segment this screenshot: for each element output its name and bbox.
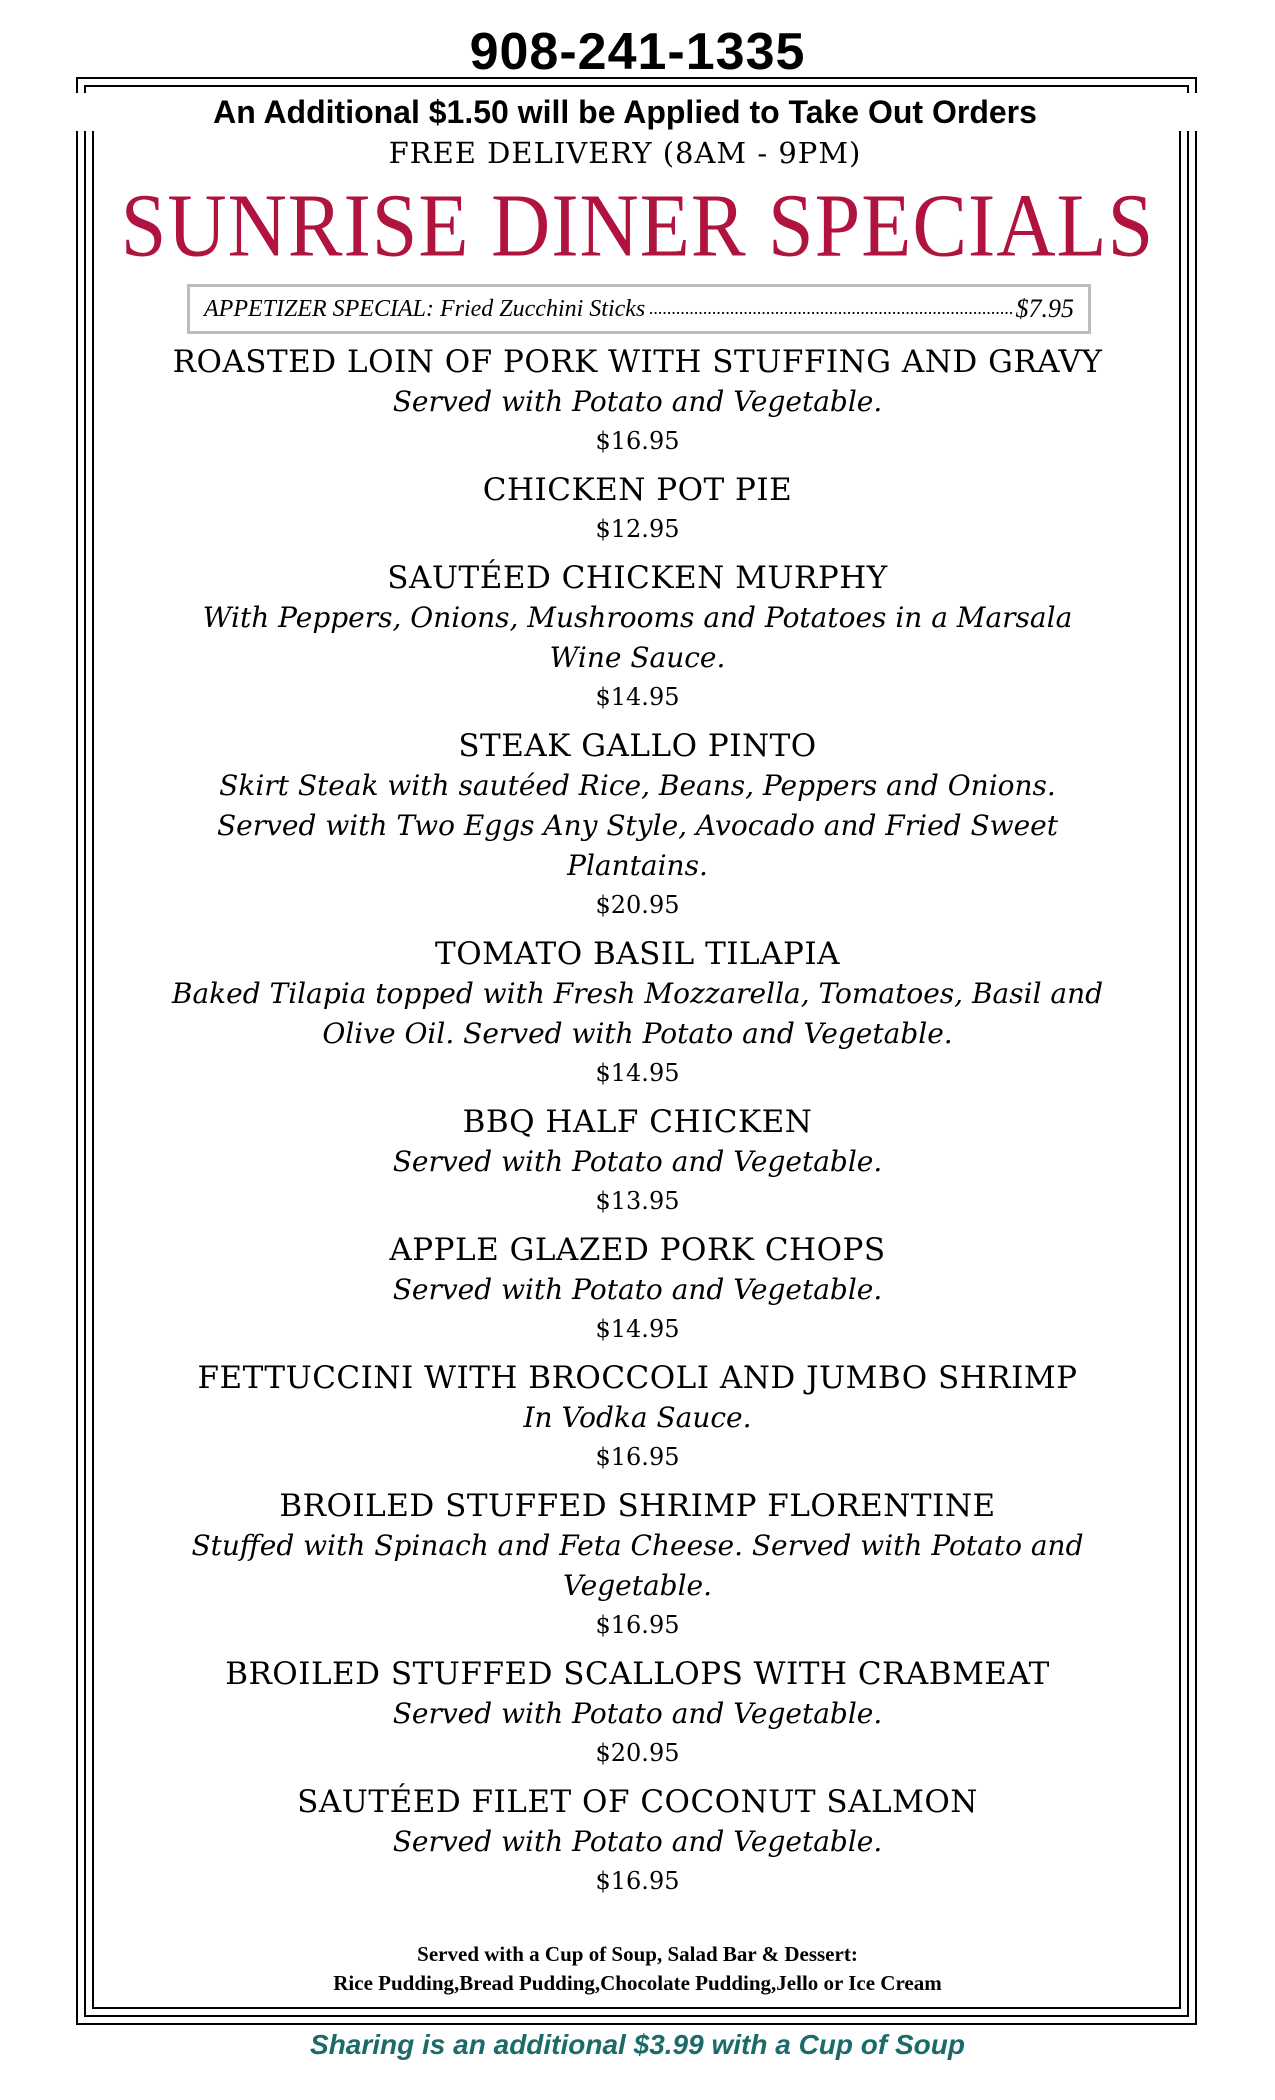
item-name: SAUTÉED CHICKEN MURPHY: [387, 560, 888, 596]
item-price: $16.95: [595, 1443, 680, 1471]
item-price: $20.95: [595, 891, 680, 919]
item-description: With Peppers, Onions, Mushrooms and Potatoes in a Marsala Wine Sauce.: [202, 601, 1073, 674]
menu-item: [140, 1358, 1135, 1476]
item-name: APPLE GLAZED PORK CHOPS: [389, 1232, 886, 1268]
specials-list: [140, 342, 1135, 1910]
item-price: $16.95: [595, 1611, 680, 1639]
item-price: $16.95: [595, 1867, 680, 1895]
appetizer-label: APPETIZER SPECIAL: Fried Zucchini Sticks: [204, 295, 646, 322]
item-description: Served with Potato and Vegetable.: [392, 385, 883, 418]
menu-item: [140, 1782, 1135, 1900]
item-description: Served with Potato and Vegetable.: [392, 1145, 883, 1178]
item-name: BBQ HALF CHICKEN: [462, 1104, 813, 1140]
item-description: Stuffed with Spinach and Feta Cheese. Served with Potato and Vegetable.: [191, 1529, 1084, 1602]
menu-item: [140, 1654, 1135, 1772]
item-description: In Vodka Sauce.: [523, 1401, 752, 1434]
item-price: $13.95: [595, 1187, 680, 1215]
menu-item: [140, 1102, 1135, 1220]
delivery-hours: FREE DELIVERY (8AM - 9PM): [388, 136, 862, 170]
takeout-notice-text: An Additional $1.50 will be Applied to Take Out Orders: [209, 94, 1041, 130]
item-name: BROILED STUFFED SHRIMP FLORENTINE: [279, 1488, 996, 1524]
menu-item: [140, 1230, 1135, 1348]
page-title: SUNRISE DINER SPECIALS: [120, 175, 1155, 276]
item-name: BROILED STUFFED SCALLOPS WITH CRABMEAT: [225, 1656, 1050, 1692]
appetizer-price: $7.95: [1015, 294, 1074, 323]
item-name: STEAK GALLO PINTO: [458, 728, 817, 764]
menu-item: [140, 1486, 1135, 1644]
item-price: $14.95: [595, 1315, 680, 1343]
meal-includes-note: [0, 1940, 1275, 1998]
takeout-notice: [0, 93, 1250, 131]
menu-item: [140, 342, 1135, 460]
item-name: TOMATO BASIL TILAPIA: [435, 936, 840, 972]
item-price: $12.95: [595, 515, 680, 543]
menu-item: [140, 726, 1135, 924]
dot-leader: [649, 298, 1011, 331]
item-description: Served with Potato and Vegetable.: [392, 1697, 883, 1730]
item-price: $14.95: [595, 683, 680, 711]
item-price: $14.95: [595, 1059, 680, 1087]
item-name: CHICKEN POT PIE: [482, 472, 793, 508]
sharing-note: Sharing is an additional $3.99 with a Cup of Soup: [310, 2029, 965, 2060]
item-name: FETTUCCINI WITH BROCCOLI AND JUMBO SHRIMP: [197, 1360, 1078, 1396]
appetizer-special: [187, 284, 1091, 334]
item-price: $16.95: [595, 427, 680, 455]
phone-number: 908-241-1335: [469, 23, 806, 81]
item-name: ROASTED LOIN OF PORK WITH STUFFING AND GRAVY: [172, 344, 1103, 380]
item-description: Baked Tilapia topped with Fresh Mozzarella, Tomatoes, Basil and Olive Oil. Served with Potato and Vegetable.: [171, 977, 1104, 1050]
menu-item: [140, 470, 1135, 548]
menu-item: [140, 934, 1135, 1092]
item-name: SAUTÉED FILET OF COCONUT SALMON: [297, 1784, 978, 1820]
menu-item: [140, 558, 1135, 716]
item-description: Served with Potato and Vegetable.: [392, 1825, 883, 1858]
footer-line-soup-salad: Served with a Cup of Soup, Salad Bar & Dessert:: [417, 1942, 858, 1966]
item-description: Skirt Steak with sautéed Rice, Beans, Peppers and Onions. Served with Two Eggs Any Style, Avocado and Fried Sweet Plantains.: [216, 769, 1059, 882]
item-description: Served with Potato and Vegetable.: [392, 1273, 883, 1306]
item-price: $20.95: [595, 1739, 680, 1767]
footer-line-desserts: Rice Pudding,Bread Pudding,Chocolate Pudding,Jello or Ice Cream: [333, 1971, 942, 1995]
